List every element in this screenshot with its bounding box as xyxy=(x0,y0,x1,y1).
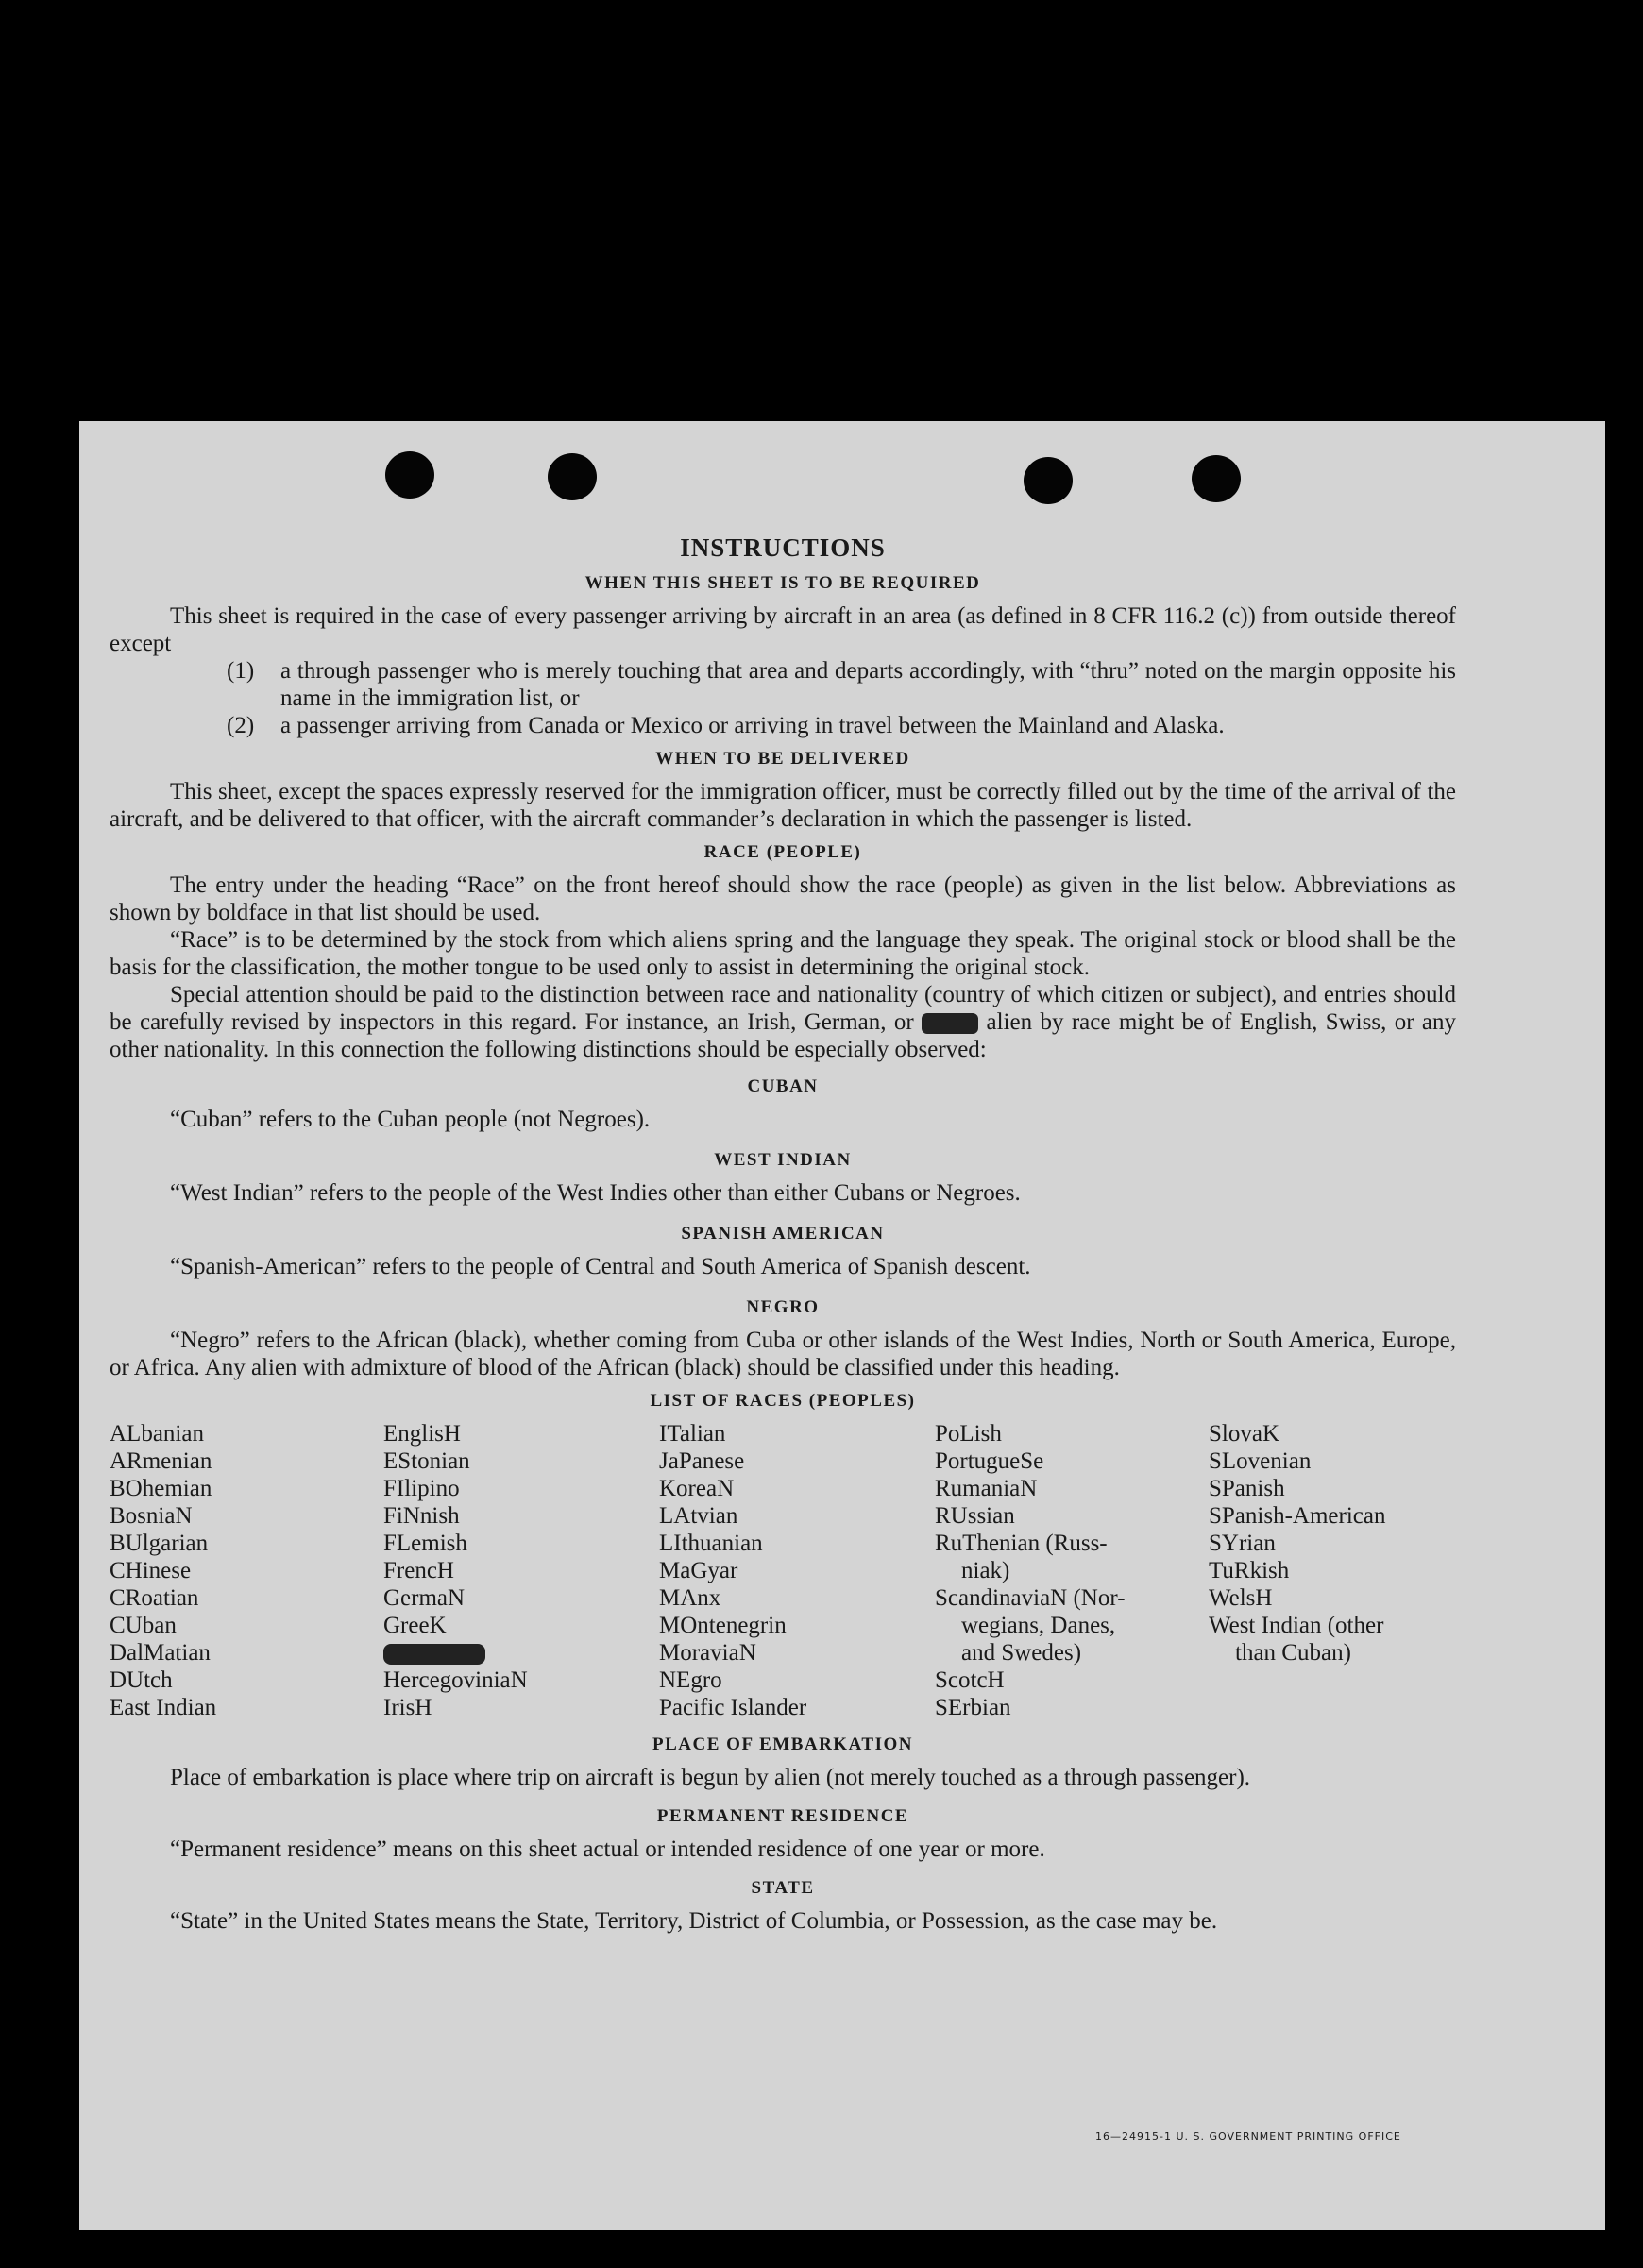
races-column xyxy=(935,1420,1209,1721)
races-column xyxy=(1209,1420,1454,1721)
paragraph xyxy=(110,981,1456,1063)
race-item: Pacific Islander xyxy=(659,1695,807,1720)
race-item: FLemish xyxy=(383,1531,467,1556)
race-item: NEgro xyxy=(659,1667,722,1693)
race-item: WelsH xyxy=(1209,1585,1273,1611)
paragraph: “Negro” refers to the African (black), whether coming from Cuba or other islands of the West Indies, North or South America, Europe, or Africa. Any alien with admixture of blood of the African (black) should be classified under this heading. xyxy=(110,1328,1456,1380)
paragraph: “Cuban” refers to the Cuban people (not Negroes). xyxy=(170,1107,651,1132)
race-item: West Indian (other xyxy=(1209,1613,1384,1638)
race-item: KoreaN xyxy=(659,1476,735,1501)
race-item: GreeK xyxy=(383,1613,447,1638)
paragraph: “Permanent residence” means on this sheet actual or intended residence of one year or more. xyxy=(170,1836,1045,1862)
paragraph: “State” in the United States means the State, Territory, District of Columbia, or Possession, as the case may be. xyxy=(170,1908,1218,1934)
paragraph-part: Special attention should be paid to the distinction between race and nationality (country of which citizen or subject), and entries should be carefully revised by inspectors in this regard. For instance, an Irish, German, or xyxy=(110,982,1456,1035)
race-item: CUban xyxy=(110,1613,177,1638)
section-heading: WHEN TO BE DELIVERED xyxy=(655,749,910,769)
race-item-continued: wegians, Danes, xyxy=(961,1613,1116,1638)
item-number: (1) xyxy=(227,658,255,684)
paragraph: “Spanish-American” refers to the people of Central and South America of Spanish descent. xyxy=(170,1254,1031,1279)
race-item: RumaniaN xyxy=(935,1476,1038,1501)
printer-imprint: 16—24915-1 U. S. GOVERNMENT PRINTING OFFICE xyxy=(1095,2130,1401,2142)
redaction-mark xyxy=(922,1013,978,1034)
race-item: EStonian xyxy=(383,1448,470,1474)
race-item: SLovenian xyxy=(1209,1448,1312,1474)
race-item: SPanish-American xyxy=(1209,1503,1386,1529)
race-item: MAnx xyxy=(659,1585,721,1611)
race-item: MoraviaN xyxy=(659,1640,756,1666)
section-heading: NEGRO xyxy=(746,1297,820,1317)
race-item: East Indian xyxy=(110,1695,217,1720)
paragraph: Place of embarkation is place where trip on aircraft is begun by alien (not merely touched as a through passenger). xyxy=(170,1765,1251,1790)
races-column xyxy=(110,1420,383,1721)
race-item: SErbian xyxy=(935,1695,1011,1720)
paragraph: The entry under the heading “Race” on the front hereof should show the race (people) as given in the list below. Abbreviations as shown by boldface in that list should be used. xyxy=(110,872,1456,925)
item-number: (2) xyxy=(227,713,255,738)
race-item: MOntenegrin xyxy=(659,1613,787,1638)
race-item-continued: and Swedes) xyxy=(961,1640,1082,1666)
instructions-content xyxy=(110,531,1456,1935)
paragraph: “Race” is to be determined by the stock from which aliens spring and the language they speak. The original stock or blood shall be the basis for the classification, the mother tongue to be used only to assist in determining the original stock. xyxy=(110,927,1456,980)
redaction-mark xyxy=(383,1644,485,1665)
race-item: DalMatian xyxy=(110,1640,211,1666)
section-heading: PLACE OF EMBARKATION xyxy=(652,1735,913,1754)
race-item: IrisH xyxy=(383,1695,432,1720)
races-list xyxy=(110,1420,1456,1721)
race-item: FIlipino xyxy=(383,1476,460,1501)
section-heading: STATE xyxy=(751,1878,815,1898)
race-item: ScandinaviaN (Nor- xyxy=(935,1585,1126,1611)
race-item: PortugueSe xyxy=(935,1448,1044,1474)
race-item: JaPanese xyxy=(659,1448,745,1474)
race-item: MaGyar xyxy=(659,1558,738,1583)
race-item: TuRkish xyxy=(1209,1558,1290,1583)
race-item: RUssian xyxy=(935,1503,1015,1529)
paragraph: This sheet, except the spaces expressly reserved for the immigration officer, must be correctly filled out by the time of the arrival of the aircraft, and be delivered to that officer, with the aircraft commander’s declaration in which the passenger is listed. xyxy=(110,779,1456,832)
paragraph: “West Indian” refers to the people of the West Indies other than either Cubans or Negroes. xyxy=(170,1180,1021,1206)
race-item: LAtvian xyxy=(659,1503,738,1529)
race-item: RuThenian (Russ- xyxy=(935,1531,1108,1556)
race-item-continued: niak) xyxy=(961,1558,1010,1583)
race-item: PoLish xyxy=(935,1421,1002,1447)
race-item xyxy=(383,1639,659,1667)
section-heading: RACE (PEOPLE) xyxy=(703,842,862,862)
race-item: BUlgarian xyxy=(110,1531,209,1556)
race-item: CRoatian xyxy=(110,1585,199,1611)
paragraph: This sheet is required in the case of every passenger arriving by aircraft in an area (as defined in 8 CFR 116.2 (c)) from outside thereof except xyxy=(110,603,1456,656)
races-column xyxy=(659,1420,935,1721)
race-item: LIthuanian xyxy=(659,1531,763,1556)
race-item: SlovaK xyxy=(1209,1421,1279,1447)
race-item: DUtch xyxy=(110,1667,173,1693)
section-heading: PERMANENT RESIDENCE xyxy=(656,1806,909,1826)
section-heading: CUBAN xyxy=(747,1076,819,1096)
race-item: BOhemian xyxy=(110,1476,212,1501)
race-item: ITalian xyxy=(659,1421,726,1447)
race-item: FrencH xyxy=(383,1558,454,1583)
section-heading: LIST OF RACES (PEOPLES) xyxy=(650,1391,916,1411)
list-item xyxy=(227,657,1456,712)
race-item: BosniaN xyxy=(110,1503,193,1529)
race-item: ScotcH xyxy=(935,1667,1005,1693)
race-item: EnglisH xyxy=(383,1421,461,1447)
race-item: HercegoviniaN xyxy=(383,1667,528,1693)
item-text: a through passenger who is merely touching that area and departs accordingly, with “thru” noted on the margin opposite his name in the immigration list, or xyxy=(280,658,1456,711)
race-item: SPanish xyxy=(1209,1476,1285,1501)
paragraph-part: alien by race might be of English, Swiss, or any other nationality. In this connection the following distinctions should be especially observed: xyxy=(110,1009,1457,1062)
race-item: CHinese xyxy=(110,1558,192,1583)
section-heading: WEST INDIAN xyxy=(714,1150,852,1170)
race-item: GermaN xyxy=(383,1585,466,1611)
race-item: FiNnish xyxy=(383,1503,460,1529)
punch-hole xyxy=(548,453,597,500)
section-heading: SPANISH AMERICAN xyxy=(681,1224,885,1244)
item-text: a passenger arriving from Canada or Mexico or arriving in travel between the Mainland and Alaska. xyxy=(280,713,1225,738)
list-item xyxy=(227,712,1456,739)
race-item: ARmenian xyxy=(110,1448,212,1474)
section-heading: WHEN THIS SHEET IS TO BE REQUIRED xyxy=(584,573,981,593)
race-item: SYrian xyxy=(1209,1531,1276,1556)
races-column xyxy=(383,1420,659,1721)
punch-hole xyxy=(1192,455,1241,502)
race-item-continued: than Cuban) xyxy=(1235,1640,1351,1666)
race-item: ALbanian xyxy=(110,1421,204,1447)
punch-hole xyxy=(385,451,434,499)
page-title: INSTRUCTIONS xyxy=(680,533,886,562)
punch-hole xyxy=(1024,457,1073,504)
